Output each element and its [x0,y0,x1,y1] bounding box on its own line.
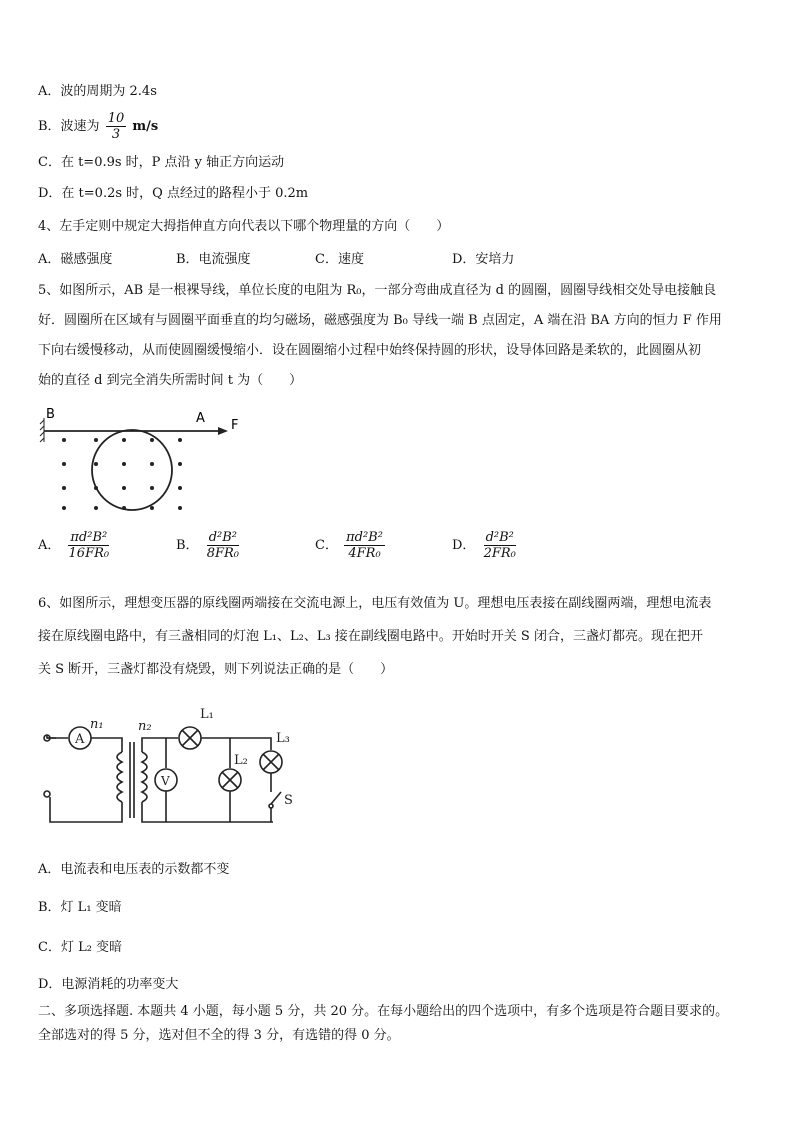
q5-option-d [452,530,520,561]
field-dot [178,506,182,510]
voltmeter-label: V [161,774,170,788]
label-s: S [284,793,293,808]
field-dot [94,462,98,466]
label-b: B [46,407,55,422]
q5-option-c [315,530,387,561]
q5-stem-line: 5、如图所示，AB 是一根裸导线，单位长度的电阻为 R₀，一部分弯曲成直径为 d 的圆圈，圆圈导线相交处导电接触良 [38,283,717,298]
q6-stem-line: 关 S 断开，三盏灯都没有烧毁，则下列说法正确的是（ ） [38,662,394,677]
ammeter-label: A [75,732,85,747]
magnetic-field-dots [62,438,182,510]
field-dot [178,486,182,490]
field-dot [122,506,126,510]
wire-loop [92,430,172,510]
label-n1: n₁ [90,717,104,732]
fraction-denominator: 8FR₀ [206,546,239,561]
fraction-numerator: 10 [107,111,125,126]
q6-option-d: D．电源消耗的功率变大 [38,977,179,992]
option-label: A． [38,538,61,553]
q3-option-b-prefix: B．波速为 [38,119,100,134]
fraction-denominator: 3 [111,127,121,142]
q5-stem-line: 始的直径 d 到完全消失所需时间 t 为（ ） [38,373,303,388]
fraction-numerator: πd²B² [70,530,108,545]
switch-s [271,792,281,804]
field-dot [94,486,98,490]
q4-option-c: C．速度 [315,252,364,267]
q3-option-a: A．波的周期为 2.4s [38,84,157,99]
q5-stem-line: 好．圆圈所在区域有与圆圈平面垂直的均匀磁场，磁感强度为 B₀ 导线一端 B 点固定，A 端在沿 BA 方向的恒力 F 作用 [38,313,722,328]
field-dot [178,462,182,466]
label-l1: L₁ [200,707,214,722]
fraction-numerator: d²B² [208,530,237,545]
q3-option-d: D．在 t=0.2s 时，Q 点经过的路程小于 0.2m [38,186,309,201]
label-n2: n₂ [138,719,152,734]
field-dot [122,486,126,490]
q6-stem-line: 接在原线圈电路中，有三盏相同的灯泡 L₁、L₂、L₃ 接在副线圈电路中。开始时开关 S 闭合，三盏灯都亮。现在把开 [38,629,703,644]
field-dot [150,486,154,490]
q6-option-c: C．灯 L₂ 变暗 [38,940,123,955]
q5-stem-line: 下向右缓慢移动，从而使圆圈缓慢缩小．设在圆圈缩小过程中始终保持圆的形状，设导体回路是柔软的，此圆圈从初 [38,343,702,358]
fraction-numerator: d²B² [485,530,514,545]
label-f: F [231,418,239,433]
secondary-coil [142,752,147,802]
q3-option-c: C．在 t=0.9s 时，P 点沿 y 轴正方向运动 [38,155,285,170]
q4-option-d: D．安培力 [452,252,515,267]
option-label: C． [315,538,338,553]
field-dot [62,462,66,466]
option-label: B． [176,538,199,553]
q3-option-b-suffix: m/s [132,119,159,134]
field-dot [62,438,66,442]
q5-option-b [176,530,243,561]
field-dot [150,438,154,442]
field-dot [150,506,154,510]
q5-circle-figure [38,404,258,524]
q3-option-b [38,108,158,146]
field-dot [122,438,126,442]
field-dot [122,462,126,466]
q5-option-a [38,530,113,561]
fraction-numerator: πd²B² [346,530,383,545]
q6-option-b: B．灯 L₁ 变暗 [38,900,122,915]
q6-stem [38,587,760,686]
terminal-bottom [44,791,50,797]
fraction-denominator: 16FR₀ [68,546,110,561]
q4-option-a: A．磁感强度 [38,252,113,267]
option-label: D． [452,538,476,553]
section2-line1: 二、多项选择题. 本题共 4 小题，每小题 5 分，共 20 分。在每小题给出的四个选项中，有多个选项是符合题目要求的。 [38,1004,729,1019]
q6-transformer-circuit [38,700,308,835]
section2-line2: 全部选对的得 5 分，选对但不全的得 3 分，有选错的得 0 分。 [38,1028,400,1043]
label-a: A [196,411,205,426]
field-dot [178,438,182,442]
field-dot [150,462,154,466]
field-dot [94,438,98,442]
fraction-denominator: 2FR₀ [483,546,516,561]
field-dot [62,486,66,490]
force-arrowhead-icon [218,427,228,435]
q4-stem: 4、左手定则中规定大拇指伸直方向代表以下哪个物理量的方向（ ） [38,219,450,234]
field-dot [62,506,66,510]
fraction-denominator: 4FR₀ [348,546,381,561]
label-l3: L₃ [276,731,290,746]
label-l2: L₂ [234,753,248,768]
field-dot [94,506,98,510]
q3-option-b-fraction [106,111,127,142]
wall-hatch [40,418,44,442]
primary-coil [117,752,122,802]
q4-option-b: B．电流强度 [176,252,251,267]
q6-stem-line: 6、如图所示，理想变压器的原线圈两端接在交流电源上，电压有效值为 U。理想电压表接在副线圈两端，理想电流表 [38,596,712,611]
q5-stem [38,276,760,396]
q6-option-a: A．电流表和电压表的示数都不变 [38,862,230,877]
